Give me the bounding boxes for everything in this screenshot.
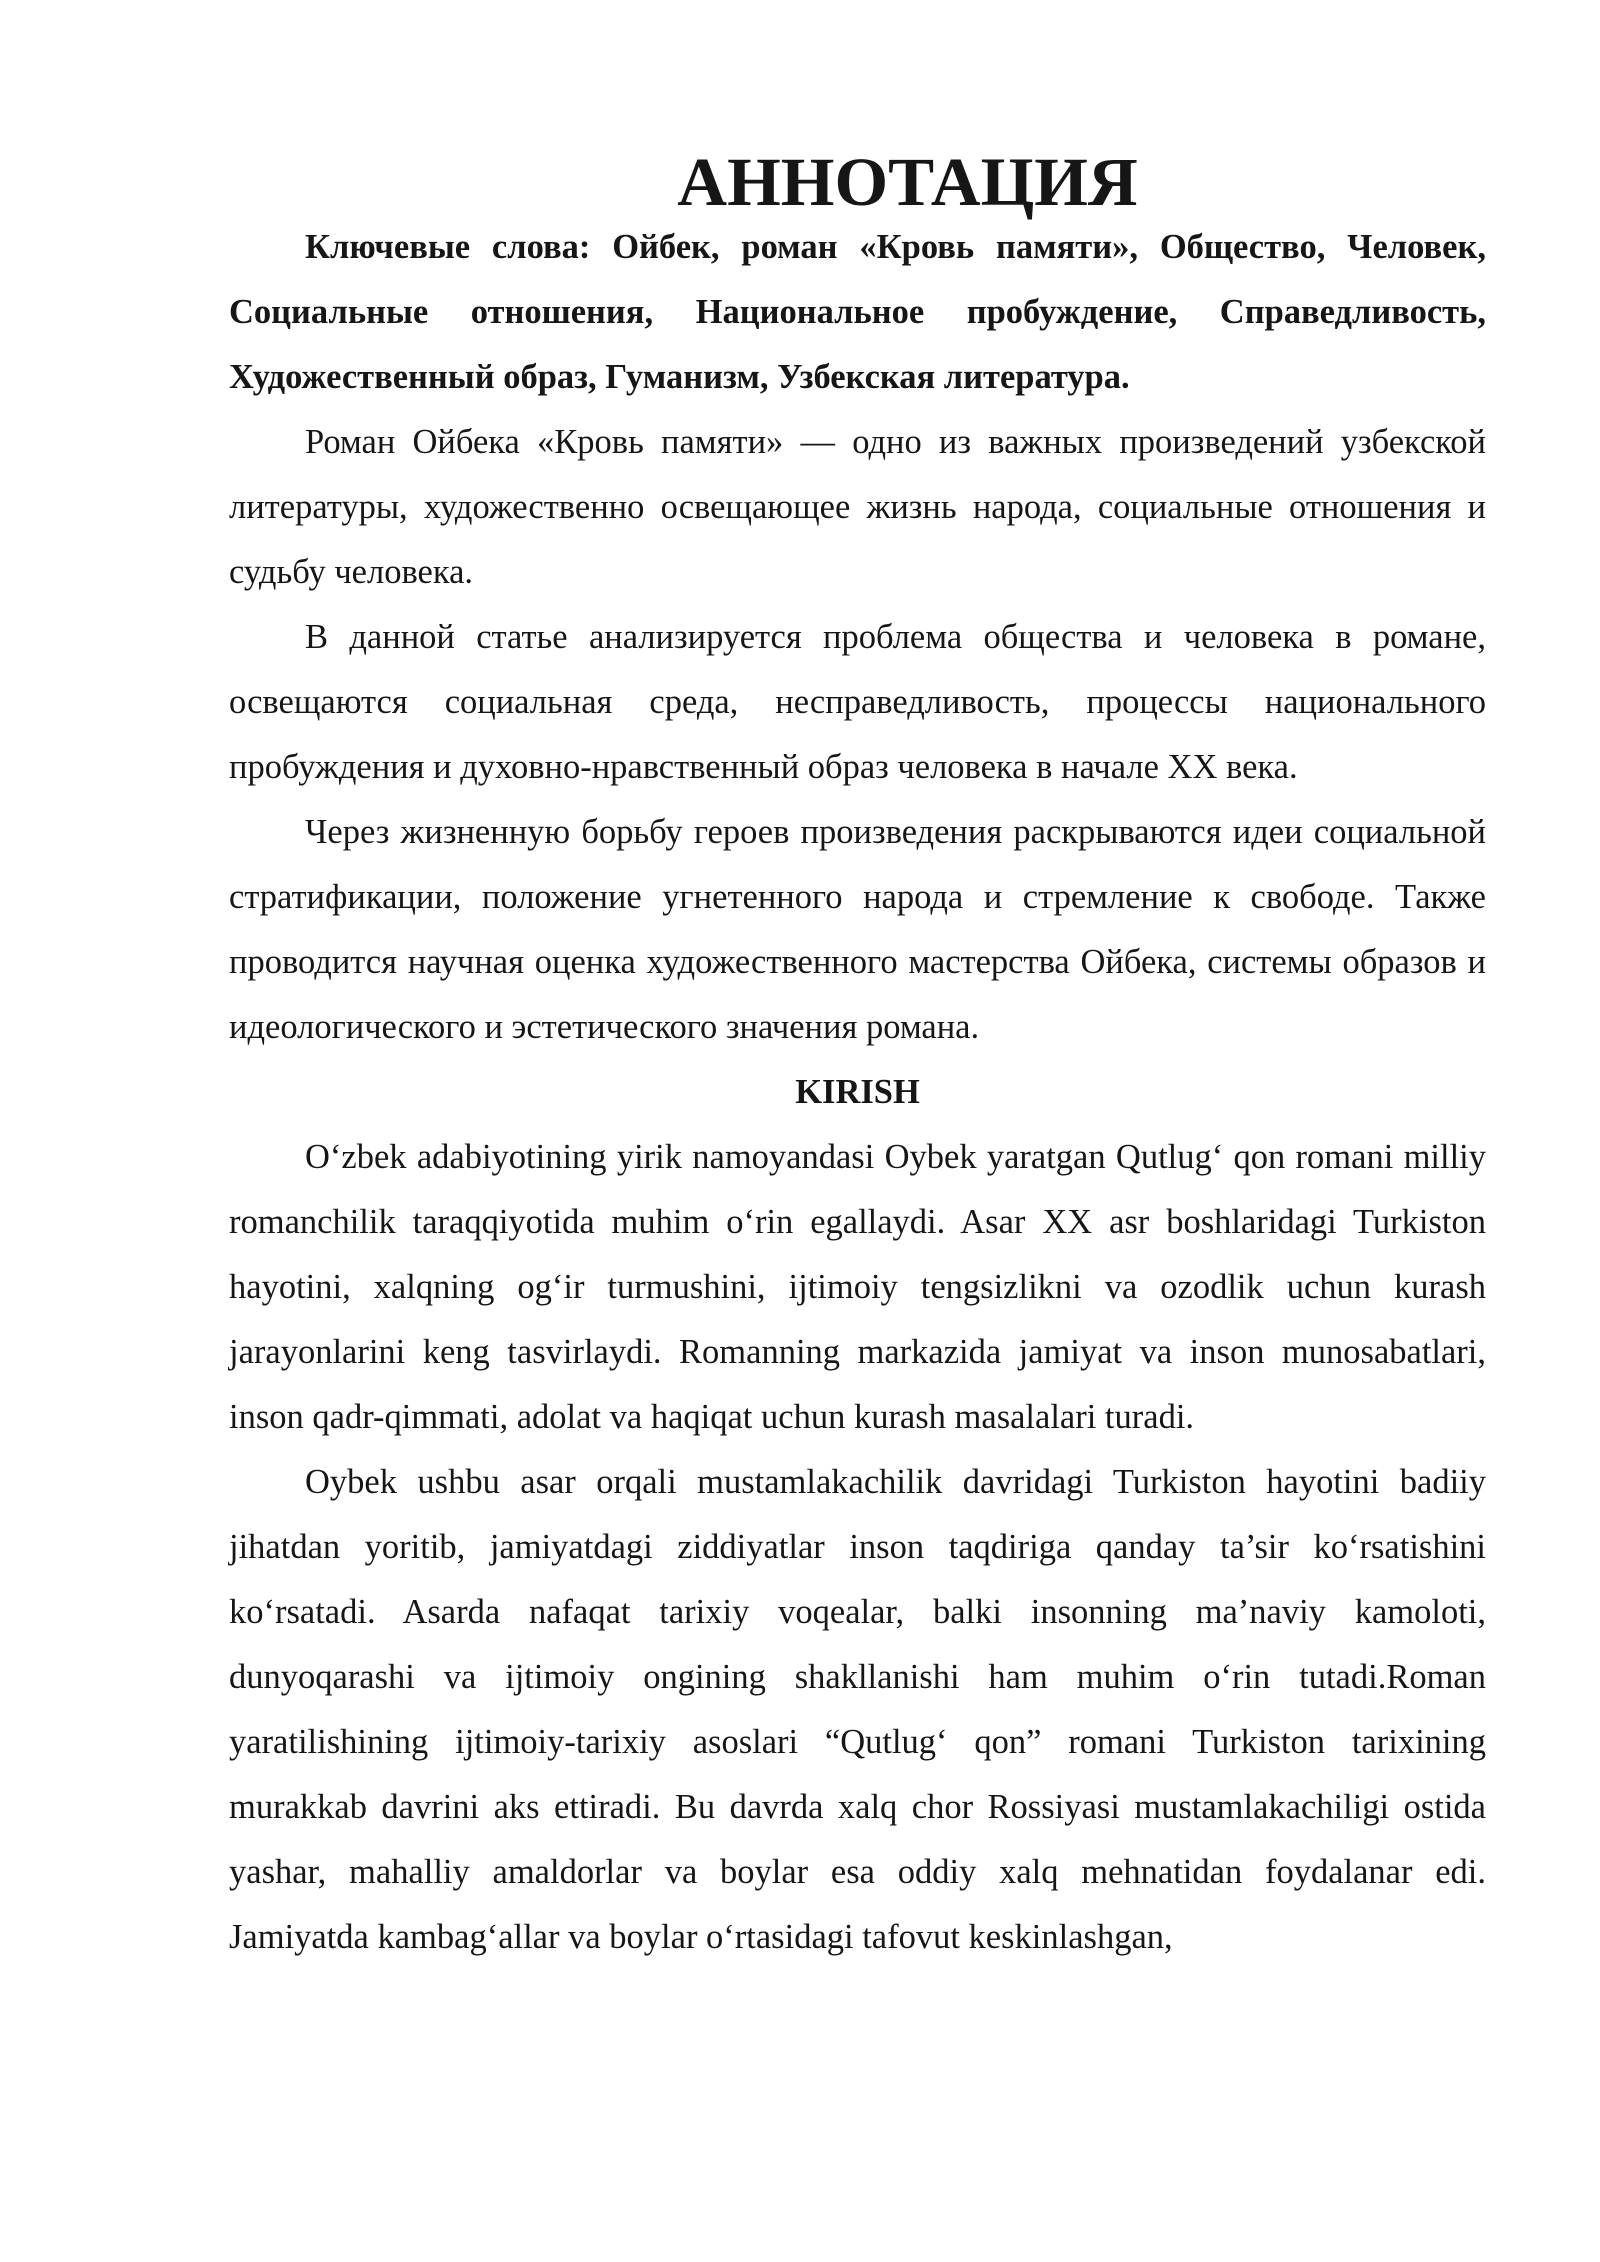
kirish-paragraph: Oybek ushbu asar orqali mustamlakachilik davridagi Turkiston hayotini badiiy jihatdan yoritib, jamiyatdagi ziddiyatlar inson taqdiriga qanday ta’sir ko‘rsatishini ko‘rsatadi. Asarda nafaqat tarixiy voqealar, balki insonning ma’naviy kamoloti, dunyoqarashi va ijtimoiy ongining shakllanishi ham muhim o‘rin tutadi.Roman yaratilishining ijtimoiy-tarixiy asoslari “Qutlug‘ qon” romani Turkiston tarixining murakkab davrini aks ettiradi. Bu davrda xalq chor Rossiyasi mustamlakachiligi ostida yashar, mahalliy amaldorlar va boylar esa oddiy xalq mehnatidan foydalanar edi. Jamiyatda kambag‘allar va boylar o‘rtasidagi tafovut keskinlashgan, [229,1463,1486,1956]
annotation-paragraph: Роман Ойбека «Кровь памяти» — одно из важных произведений узбекской литературы, художественно освещающее жизнь народа, социальные отношения и судьбу человека. [229,423,1486,591]
kirish-paragraph: O‘zbek adabiyotining yirik namoyandasi Oybek yaratgan Qutlug‘ qon romani milliy romanchilik taraqqiyotida muhim o‘rin egallaydi. Asar XX asr boshlaridagi Turkiston hayotini, xalqning og‘ir turmushini, ijtimoiy tengsizlikni va ozodlik uchun kurash jarayonlarini keng tasvirlaydi. Romanning markazida jamiyat va inson munosabatlari, inson qadr-qimmati, adolat va haqiqat uchun kurash masalalari turadi. [229,1138,1486,1436]
keywords-paragraph: Ключевые слова: Ойбек, роман «Кровь памяти», Общество, Человек, Социальные отношения, Национальное пробуждение, Справедливость, Художественный образ, Гуманизм, Узбекская литература. [229,228,1486,396]
annotation-heading: АННОТАЦИЯ [677,144,1138,220]
kirish-heading: KIRISH [795,1073,920,1111]
annotation-paragraph: В данной статье анализируется проблема общества и человека в романе, освещаются социальная среда, несправедливость, процессы национального пробуждения и духовно-нравственный образ человека в начале XX века. [229,618,1486,786]
annotation-paragraph: Через жизненную борьбу героев произведения раскрываются идеи социальной стратификации, положение угнетенного народа и стремление к свободе. Также проводится научная оценка художественного мастерства Ойбека, системы образов и идеологического и эстетического значения романа. [229,813,1486,1046]
document-page [229,144,1486,1970]
